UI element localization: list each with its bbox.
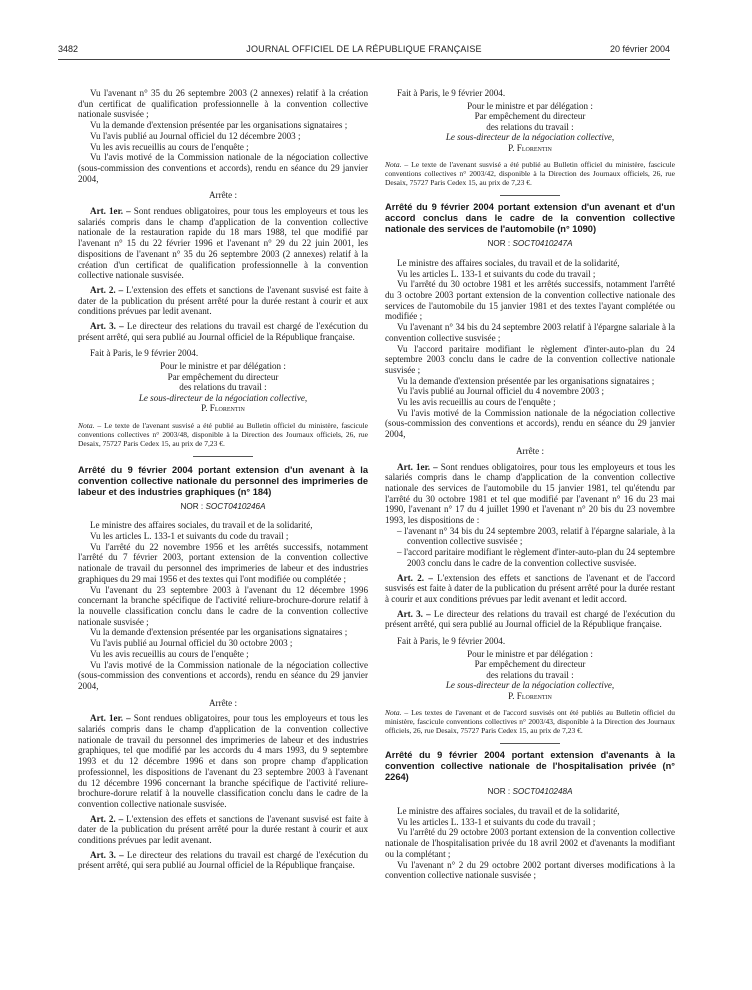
signature-block: [385, 101, 675, 154]
signature-role: Le sous-directeur de la négociation collective,: [445, 132, 615, 143]
article-text: Sont rendues obligatoires, pour tous les employeurs et tous les salariés compris dans le champ d'application de la convention collective nationale des services de l'automobile du 15 janvier 1981, tel qu'étendu par l'arrêté du 30 octobre 1981 et tel que modifié par l'avenant n° 16 du 23 mai 1990, l'avenant n° 17 du 4 juillet 1990 et l'avenant n° 20 bis du 23 novembre 1993, les dispositions de :: [385, 461, 675, 526]
signature-line: des relations du travail :: [179, 382, 267, 393]
article: [385, 573, 675, 605]
visa: Vu les avis recueillis au cours de l'enquête ;: [90, 141, 249, 152]
fait-line: Fait à Paris, le 9 février 2004.: [397, 636, 506, 647]
article: [385, 609, 675, 630]
visa: Vu l'avenant n° 2 du 29 octobre 2002 portant diverses modifications à la convention collective nationale susvisée ;: [385, 859, 675, 881]
nor-reference: [385, 239, 675, 250]
article: [78, 713, 368, 809]
article-text: Le directeur des relations du travail est chargé de l'exécution du présent arrêté, qui sera publié au Journal officiel de la République française.: [78, 321, 368, 342]
visa: Vu l'avenant du 23 septembre 2003 à l'avenant du 12 décembre 1996 concernant la branche spécifique de l'activité reliure-brochure-dorure relatif à la nouvelle classification conclu dans le cadre de la convention collective nationale susvisée ;: [78, 584, 368, 627]
page-number: 3482: [58, 44, 79, 54]
article-text: Sont rendues obligatoires, pour tous les employeurs et tous les salariés compris dans le champ d'application de la convention collective nationale de la restauration rapide du 18 mars 1988, tel que modifié par l'avenant n° 15 du 22 février 1996 et l'avenant n° 29 du 22 juin 2001, les dispositions de l'avenant n° 35 du 26 septembre 2003 (2 annexes) relatif à la création d'un certificat de qualification professionnelle à la convention collective nationale susvisée.: [78, 206, 368, 281]
nota-text: – Les textes de l'avenant et de l'accord susvisés ont été publiés au Bulletin officiel du ministère, fascicule conventions collectives n° 2003/43, disponible à la Direction des Journaux officiels, 26, rue Desaix, 75727 Paris Cedex 15, au prix de 7,23 €.: [385, 708, 675, 736]
article-label: Art. 3. –: [90, 321, 124, 332]
signature-role: Le sous-directeur de la négociation collective,: [445, 680, 615, 691]
visa: Vu l'accord paritaire modifiant le règlement d'inter-auto-plan du 24 septembre 2003 conclu dans le cadre de la convention collective nationale susvisée ;: [385, 343, 675, 375]
nota: [78, 421, 368, 448]
article: [385, 462, 675, 526]
visa: Vu l'avis motivé de la Commission nationale de la négociation collective (sous-commission des conventions et accords), rendu en séance du 29 janvier 2004,: [385, 407, 675, 440]
signature-line: Par empêchement du directeur: [474, 659, 586, 670]
page-header: [58, 44, 670, 58]
decree-title: Arrêté du 9 février 2004 portant extension d'avenants à la convention collective nationale de l'hospitalisation privée (n° 2264): [385, 750, 675, 783]
nota-label: Nota.: [385, 708, 402, 718]
article-label: Art. 3. –: [397, 608, 431, 619]
article-label: Art. 2. –: [90, 284, 124, 295]
visa: Vu l'avenant n° 34 bis du 24 septembre 2003 relatif à l'épargne salariale à la convention collective susvisée ;: [385, 322, 675, 343]
arrete-label: Arrête :: [208, 697, 238, 708]
nota-text: – Le texte de l'avenant susvisé a été publié au Bulletin officiel du ministère, fascicule conventions collectives n° 2003/48, disponible à la Direction des Journaux officiels, 26, rue Desaix, 75727 Paris Cedex 15, au prix de 7,23 €.: [78, 420, 368, 448]
visa: Vu la demande d'extension présentée par les organisations signataires ;: [397, 375, 655, 386]
signature-line: Pour le ministre et par délégation :: [467, 648, 593, 659]
nor-label: NOR :: [180, 501, 206, 511]
section-separator: [193, 456, 253, 457]
visa: Vu les avis recueillis au cours de l'enquête ;: [90, 648, 249, 659]
article-text: L'extension des effets et sanctions de l'avenant susvisé est faite à dater de la publication du présent arrêté pour la durée restant à courir et aux conditions prévues par ledit avenant.: [78, 284, 368, 317]
nota-label: Nota.: [78, 420, 95, 430]
header-rule: [58, 59, 670, 60]
visa: Vu l'arrêté du 30 octobre 1981 et les arrêtés successifs, notamment l'arrêté du 3 octobre 2003 portant extension de la convention collective nationale des services de l'automobile du 15 janvier 1981 et des textes l'ayant complétée ou modifiée ;: [385, 279, 675, 322]
fait-line: Fait à Paris, le 9 février 2004.: [397, 88, 506, 98]
visa: Vu les avis recueillis au cours de l'enquête ;: [397, 397, 556, 408]
visa: Vu l'avis publié au Journal officiel du 4 novembre 2003 ;: [397, 386, 605, 397]
signature-block: [385, 649, 675, 702]
article: [78, 321, 368, 342]
article-label: Art. 1er. –: [397, 461, 438, 472]
list-item: – l'avenant n° 34 bis du 24 septembre 2003, relatif à l'épargne salariale, à la convention collective susvisée ;: [397, 525, 675, 547]
list-item: – l'accord paritaire modifiant le règlement d'inter-auto-plan du 24 septembre 2003 conclu dans le cadre de la convention collective susvisée.: [397, 547, 675, 568]
visa: Le ministre des affaires sociales, du travail et de la solidarité,: [397, 806, 620, 817]
fait-line: Fait à Paris, le 9 février 2004.: [90, 348, 199, 359]
signature-block: [78, 361, 368, 414]
right-column: [385, 88, 675, 881]
signature-line: Pour le ministre et par délégation :: [160, 361, 286, 372]
article-label: Art. 1er. –: [90, 206, 131, 217]
nor-reference: [78, 502, 368, 513]
header-date: 20 février 2004: [609, 44, 670, 54]
signature-role: Le sous-directeur de la négociation collective,: [138, 392, 308, 403]
article-label: Art. 2. –: [90, 813, 124, 824]
nor-reference: [385, 787, 675, 798]
article-text: L'extension des effets et sanctions de l'avenant et de l'accord susvisés est faite à dater de la publication du présent arrêté pour la durée restant à courir et aux conditions prévues par ledit avenant et ledit accord.: [385, 572, 675, 604]
arrete-label: Arrête :: [208, 190, 238, 201]
visa: Vu l'avis motivé de la Commission nationale de la négociation collective (sous-commission des conventions et accords), rendu en séance du 29 janvier 2004,: [78, 152, 368, 184]
nota-label: Nota.: [385, 160, 402, 170]
signature-line: des relations du travail :: [486, 121, 574, 132]
nor-code: SOCT0410246A: [205, 501, 266, 511]
article-label: Art. 1er. –: [90, 713, 131, 724]
nota-text: – Le texte de l'avenant susvisé a été publié au Bulletin officiel du ministère, fascicule conventions collectives n° 2003/42, disponible à la Direction des Journaux officiels, 26, rue Desaix, 75727 Paris Cedex 15, au prix de 7,23 €.: [385, 160, 675, 188]
article: [78, 285, 368, 317]
signature-line: Par empêchement du directeur: [474, 111, 586, 122]
intro-visas: [78, 88, 368, 184]
visa: Vu l'arrêté du 22 novembre 1956 et les arrêtés successifs, notamment l'arrêté du 7 février 2003, portant extension de la convention collective nationale de travail du personnel des imprimeries de labeur et des industries graphiques du 29 mai 1956 et des textes qui l'ont modifiée ou complétée ;: [78, 541, 368, 584]
nor-code: SOCT0410248A: [512, 787, 573, 797]
nor-label: NOR :: [487, 239, 513, 249]
decree-title: Arrêté du 9 février 2004 portant extension d'un avenant à la convention collective nationale du personnel des imprimeries de labeur et des industries graphiques (n° 184): [78, 464, 368, 497]
article: [78, 850, 368, 871]
article-text: Le directeur des relations du travail est chargé de l'exécution du présent arrêté, qui sera publié au Journal officiel de la République française.: [385, 608, 675, 630]
signature-line: Pour le ministre et par délégation :: [467, 100, 593, 111]
visa: Vu l'avis publié au Journal officiel du 30 octobre 2003 ;: [90, 638, 293, 649]
visa: Vu la demande d'extension présentée par les organisations signataires ;: [90, 627, 348, 638]
nor-label: NOR :: [487, 787, 513, 797]
signature-line: Par empêchement du directeur: [167, 371, 279, 382]
nota: [385, 708, 675, 735]
section-separator: [500, 743, 560, 744]
arrete-label: Arrête :: [515, 445, 545, 456]
article-text: Sont rendues obligatoires, pour tous les employeurs et tous les salariés compris dans le champ d'application de la convention collective nationale de travail du personnel des imprimeries de labeur et des industries graphiques, tel que modifié par les accords du 4 mars 1993, du 9 septembre 1993 et du 12 décembre 1996 et dans son propre champ d'application professionnel, les dispositions de l'avenant du 23 septembre 2003 à l'avenant du 12 décembre 1996 concernant la branche spécifique de l'activité reliure-brochure-dorure relatif à la nouvelle classification conclu dans le cadre de la convention collective nationale susvisée.: [78, 713, 368, 809]
signature-name: P. Florentin: [508, 690, 552, 701]
article-text: Le directeur des relations du travail est chargé de l'exécution du présent arrêté, qui sera publié au Journal officiel de la République française.: [78, 849, 368, 871]
visa: Vu l'avenant n° 35 du 26 septembre 2003 (2 annexes) relatif à la création d'un certificat de qualification professionnelle à la convention collective nationale susvisée ;: [78, 88, 368, 120]
article-label: Art. 3. –: [90, 849, 124, 860]
article-text: L'extension des effets et sanctions de l'avenant susvisé est faite à dater de la publication du présent arrêté pour la durée restant à courir et aux conditions prévues par ledit avenant.: [78, 813, 368, 846]
signature-line: des relations du travail :: [486, 669, 574, 680]
journal-title: JOURNAL OFFICIEL DE LA RÉPUBLIQUE FRANÇAISE: [246, 44, 482, 54]
article: [78, 206, 368, 281]
article-label: Art. 2. –: [397, 572, 433, 583]
visa: Vu les articles L. 133-1 et suivants du code du travail ;: [90, 531, 289, 542]
visa: Vu l'arrêté du 29 octobre 2003 portant extension de la convention collective nationale de l'hospitalisation privée du 18 avril 2002 et d'avenants la modifiant ou la complétant ;: [385, 827, 675, 859]
signature-name: P. Florentin: [508, 142, 552, 153]
signature-name: P. Florentin: [201, 403, 245, 414]
visa: Vu les articles L. 133-1 et suivants du code du travail ;: [397, 268, 596, 279]
visa: Le ministre des affaires sociales, du travail et de la solidarité,: [90, 520, 313, 531]
article: [78, 814, 368, 846]
visa: Vu les articles L. 133-1 et suivants du code du travail ;: [397, 816, 596, 827]
nor-code: SOCT0410247A: [512, 239, 573, 249]
visa: Vu la demande d'extension présentée par les organisations signataires ;: [90, 120, 348, 131]
decree-title: Arrêté du 9 février 2004 portant extension d'un avenant et d'un accord conclus dans le cadre de la convention collective nationale des services de l'automobile (n° 1090): [385, 202, 675, 235]
section-separator: [500, 195, 560, 196]
visa: Vu l'avis publié au Journal officiel du 12 décembre 2003 ;: [90, 130, 301, 141]
visa: Le ministre des affaires sociales, du travail et de la solidarité,: [397, 257, 620, 268]
left-column: [78, 88, 368, 871]
nota: [385, 160, 675, 187]
visa: Vu l'avis motivé de la Commission nationale de la négociation collective (sous-commission des conventions et accords), rendu en séance du 29 janvier 2004,: [78, 659, 368, 691]
